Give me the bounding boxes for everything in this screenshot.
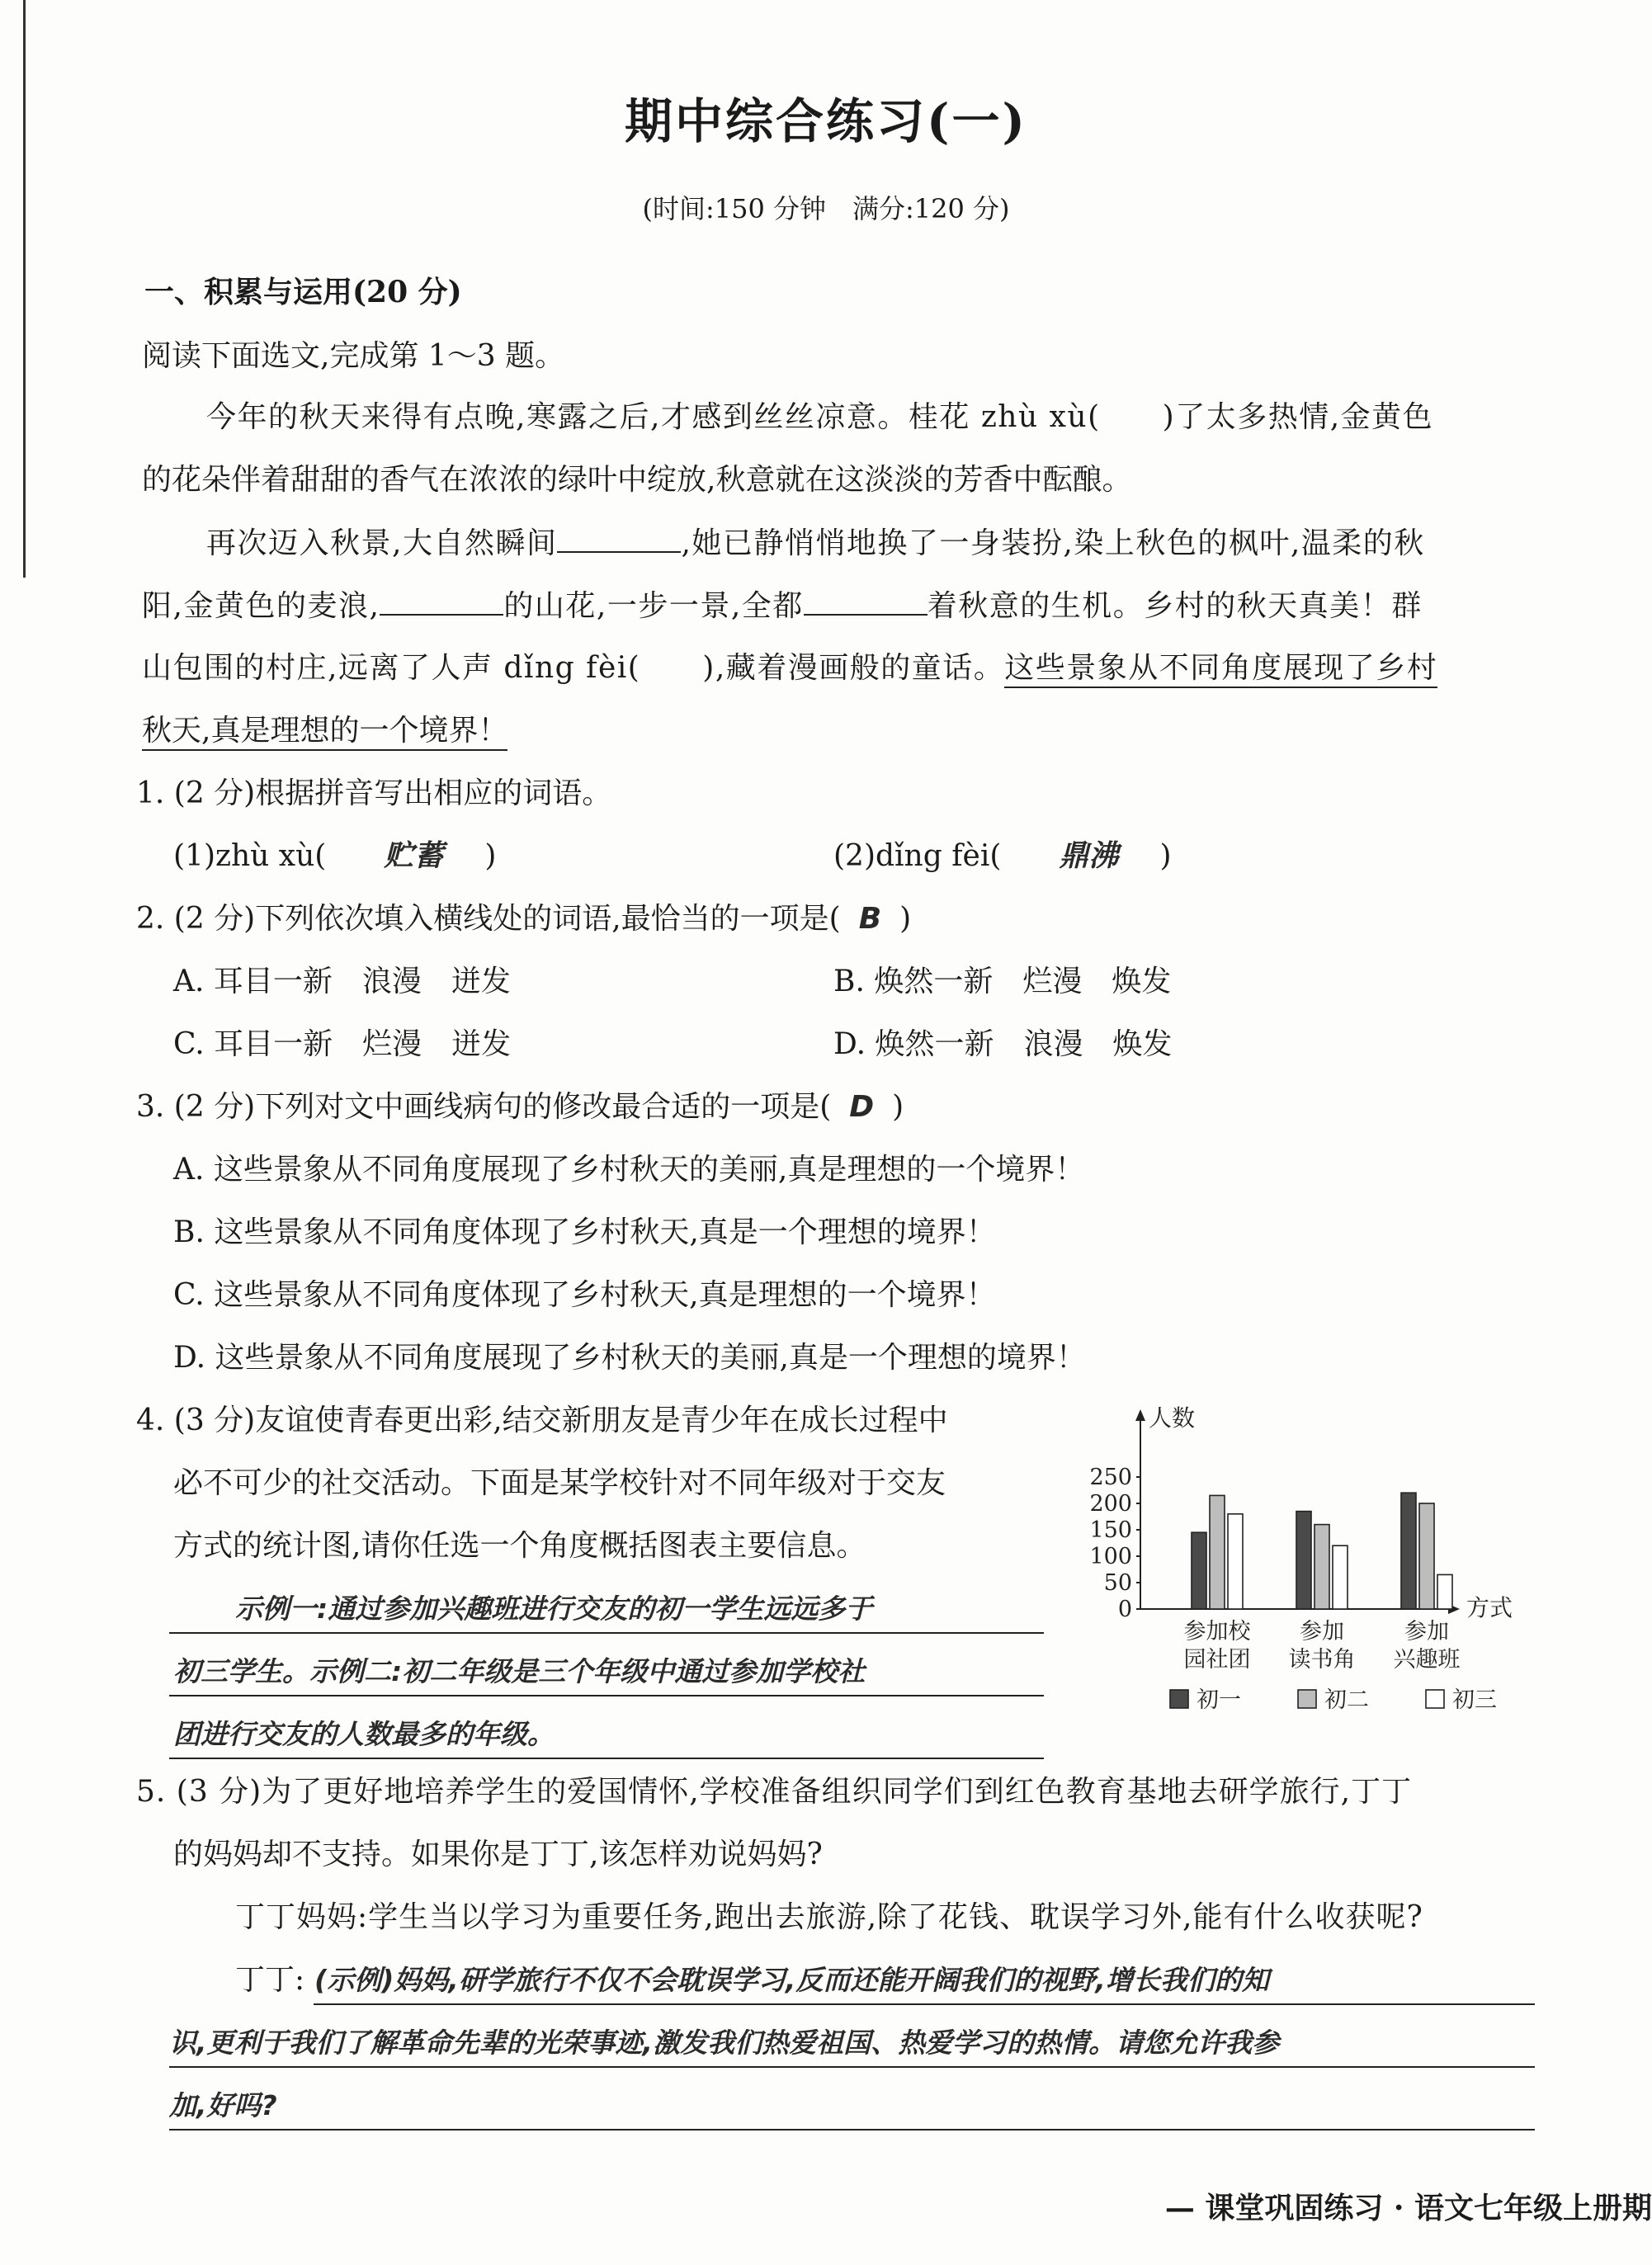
passage-line-5: 山包围的村庄,远离了人声 dǐng fèi( ),藏着漫画般的童话。这些景象从不同角度展现了乡村 [142, 649, 1437, 688]
q2-option-a: A. 耳目一新 浪漫 迸发 [173, 965, 511, 998]
legend-label: 初二 [1324, 1687, 1369, 1713]
dialogue-dingding: 丁丁: (示例)妈妈,研学旅行不仅不会耽误学习,反而还能开阔我们的视野,增长我们的知 [235, 1963, 1269, 1997]
y-tick-label: 50 [1103, 1570, 1132, 1596]
q3-option-c: C. 这些景象从不同角度体现了乡村秋天,真是理想的一个境界！ [173, 1278, 996, 1312]
category-label: 园社团 [1183, 1647, 1251, 1673]
fill-blank-1[interactable] [557, 523, 681, 553]
question-1-answer-b: (2)dǐng fèi( 鼎沸 ) [833, 839, 1172, 873]
underlined-sentence: 这些景象从不同角度展现了乡村 [1004, 651, 1437, 688]
q5-answer-line-1: (示例)妈妈,研学旅行不仅不会耽误学习,反而还能开阔我们的视野,增长我们的知 [314, 1964, 1269, 1996]
y-tick-label: 250 [1089, 1465, 1132, 1490]
question-5-line-2: 的妈妈却不支持。如果你是丁丁,该怎样劝说妈妈? [173, 1838, 823, 1871]
q2-option-c: C. 耳目一新 烂漫 迸发 [173, 1027, 512, 1061]
legend-label: 初三 [1452, 1687, 1497, 1713]
bar-初一-1 [1296, 1512, 1311, 1609]
bar-初二-0 [1210, 1495, 1225, 1609]
fill-blank-3[interactable] [804, 586, 927, 616]
question-1-stem: 1. (2 分)根据拼音写出相应的词语。 [136, 776, 612, 810]
underlined-sentence-end: 秋天,真是理想的一个境界！ [142, 714, 507, 751]
category-label: 参加校 [1183, 1619, 1251, 1644]
page-footer: — 课堂巩固练习 · 语文七年级上册期 [1164, 2191, 1652, 2225]
category-label: 读书角 [1288, 1647, 1356, 1673]
answer-rule [169, 1695, 1044, 1696]
question-4-line-2: 必不可少的社交活动。下面是某学校针对不同年级对于交友 [173, 1466, 946, 1500]
answer-rule [169, 1632, 1044, 1634]
question-5-line-1: 5. (3 分)为了更好地培养学生的爱国情怀,学校准备组织同学们到红色教育基地去研学旅行,丁丁 [136, 1775, 1413, 1809]
q4-answer-line-1: 示例一:通过参加兴趣班进行交友的初一学生远远多于 [235, 1593, 873, 1625]
dialogue-mom: 丁丁妈妈:学生当以学习为重要任务,跑出去旅游,除了花钱、耽误学习外,能有什么收获呢? [235, 1900, 1423, 1934]
bar-初二-1 [1315, 1525, 1329, 1609]
reading-instruction: 阅读下面选文,完成第 1～3 题。 [142, 339, 565, 373]
answer-rule [169, 2066, 1535, 2068]
legend-swatch-初一 [1170, 1690, 1188, 1708]
y-axis-label: 人数 [1149, 1404, 1196, 1432]
x-axis-label: 方式 [1466, 1594, 1513, 1621]
fill-blank-2[interactable] [380, 586, 503, 616]
friendship-method-bar-chart [1073, 1403, 1551, 1725]
passage-line-3: 再次迈入秋景,大自然瞬间 ,她已静悄悄地换了一身装扮,染上秋色的枫叶,温柔的秋 [206, 523, 1425, 564]
q4-answer-line-3: 团进行交友的人数最多的年级。 [173, 1718, 555, 1750]
legend-swatch-初三 [1426, 1690, 1444, 1708]
bar-初一-2 [1401, 1493, 1416, 1609]
passage-line-6 [142, 711, 507, 751]
category-label: 兴趣班 [1393, 1647, 1461, 1673]
y-axis-arrow [1135, 1409, 1145, 1421]
y-tick-label: 0 [1117, 1597, 1132, 1622]
question-4-line-1: 4. (3 分)友谊使青春更出彩,结交新朋友是青少年在成长过程中 [136, 1404, 948, 1437]
bar-初三-1 [1333, 1545, 1348, 1609]
exam-time-score: (时间:150 分钟 满分:120 分) [642, 193, 1010, 224]
answer-rule [314, 2003, 1535, 2005]
passage-line-4: 阳,金黄色的麦浪, 的山花,一步一景,全都 着秋意的生机。乡村的秋天真美！群 [142, 586, 1423, 626]
q3-option-a: A. 这些景象从不同角度展现了乡村秋天的美丽,真是理想的一个境界！ [173, 1153, 1085, 1187]
question-1-answer-a: (1)zhù xù( 贮蓄 ) [173, 839, 497, 873]
handwritten-answer: 贮蓄 [384, 839, 444, 873]
question-3-stem: 3. (2 分)下列对文中画线病句的修改最合适的一项是( D ) [136, 1090, 904, 1124]
passage-line-2: 的花朵伴着甜甜的香气在浓浓的绿叶中绽放,秋意就在这淡淡的芳香中酝酿。 [142, 463, 1132, 497]
q3-option-b: B. 这些景象从不同角度体现了乡村秋天,真是一个理想的境界！ [173, 1215, 996, 1249]
question-4-line-3: 方式的统计图,请你任选一个角度概括图表主要信息。 [173, 1529, 866, 1563]
passage-line-1: 今年的秋天来得有点晚,寒露之后,才感到丝丝凉意。桂花 zhù xù( )了太多热情,金黄色 [206, 400, 1434, 434]
q4-answer-line-2: 初三学生。示例二:初二年级是三个年级中通过参加学校社 [173, 1655, 866, 1687]
q3-option-d: D. 这些景象从不同角度展现了乡村秋天的美丽,真是一个理想的境界！ [173, 1341, 1086, 1375]
bar-初三-2 [1437, 1574, 1452, 1609]
handwritten-answer: D [849, 1090, 875, 1124]
section-heading: 一、积累与运用(20 分) [144, 275, 462, 309]
question-2-stem: 2. (2 分)下列依次填入横线处的词语,最恰当的一项是( B ) [136, 902, 912, 936]
bar-初二-2 [1419, 1503, 1434, 1609]
legend-swatch-初二 [1298, 1690, 1316, 1708]
handwritten-answer: B [858, 902, 882, 936]
q5-answer-line-2: 识,更利于我们了解革命先辈的光荣事迹,激发我们热爱祖国、热爱学习的热情。请您允许我参 [169, 2027, 1280, 2059]
answer-rule [169, 1758, 1044, 1759]
category-label: 参加 [1404, 1619, 1449, 1644]
category-label: 参加 [1300, 1619, 1344, 1644]
y-tick-label: 150 [1089, 1517, 1132, 1543]
q2-option-b: B. 焕然一新 烂漫 焕发 [833, 965, 1172, 998]
answer-rule [169, 2129, 1535, 2131]
y-tick-label: 100 [1089, 1544, 1132, 1569]
page-title: 期中综合练习(一) [625, 93, 1027, 149]
q2-option-d: D. 焕然一新 浪漫 焕发 [833, 1027, 1173, 1061]
handwritten-answer: 鼎沸 [1059, 839, 1119, 873]
legend-label: 初一 [1197, 1687, 1241, 1713]
q5-answer-line-3: 加,好吗? [169, 2089, 277, 2121]
y-tick-label: 200 [1089, 1491, 1132, 1517]
bar-初一-0 [1192, 1532, 1206, 1609]
bar-初三-0 [1228, 1514, 1243, 1609]
